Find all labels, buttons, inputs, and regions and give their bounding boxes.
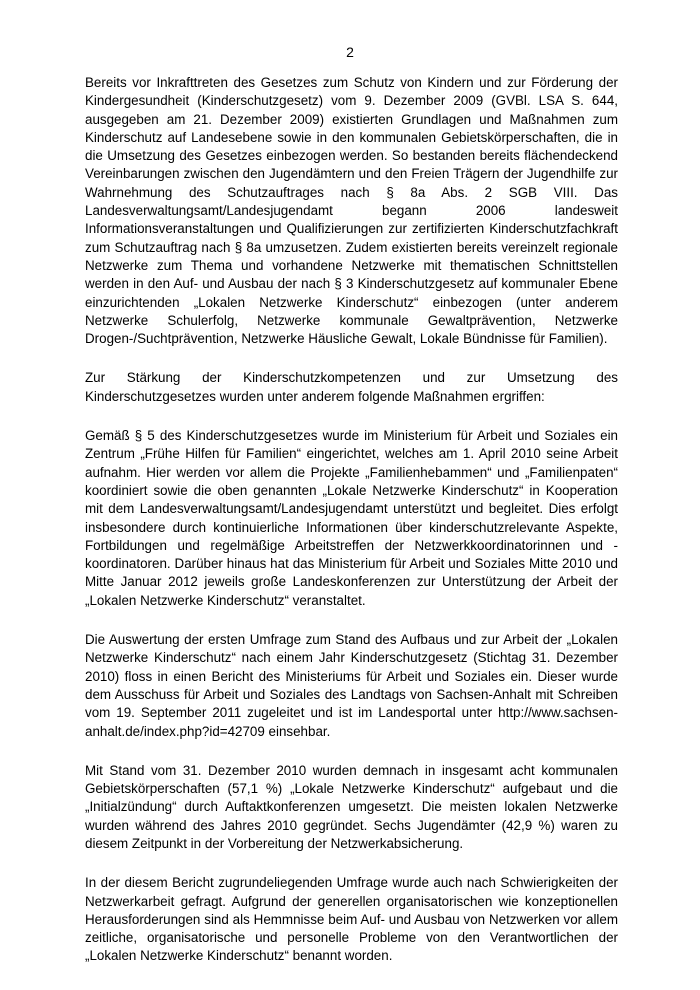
paragraph-measures-intro: Zur Stärkung der Kinderschutzkompetenzen und zur Umsetzung des Kinderschutzgesetzes wurden unter anderem folgende Maßnahmen ergriffen: xyxy=(85,370,618,404)
paragraph-difficulties: In der diesem Bericht zugrundeliegenden Umfrage wurde auch nach Schwierigkeiten der Netzwerkarbeit gefragt. Aufgrund der generellen organisatorischen wie konzeptionellen Herausforderungen sind als Hemmnisse beim Auf- und Ausbau von Netzwerken vor allem zeitliche, organisatorische und personelle Probleme von den Verantwortlichen der „Lokalen Netzwerke Kinderschutz“ benannt worden. xyxy=(85,875,618,964)
document-body xyxy=(85,74,618,987)
paragraph-network-status: Mit Stand vom 31. Dezember 2010 wurden demnach in insgesamt acht kommunalen Gebietskörperschaften (57,1 %) „Lokale Netzwerke Kinderschutz“ aufgebaut und die „Initialzündung“ durch Auftaktkonferenzen umgesetzt. Die meisten lokalen Netzwerke wurden während des Jahres 2010 gegründet. Sechs Jugendämter (42,9 %) waren zu diesem Zeitpunkt in der Vorbereitung der Netzwerkabsicherung. xyxy=(85,762,618,851)
paragraph-survey-evaluation: Die Auswertung der ersten Umfrage zum Stand des Aufbaus und zur Arbeit der „Lokalen Netzwerke Kinderschutz“ nach einem Jahr Kinderschutzgesetz (Stichtag 31. Dezember 2010) floss in einen Bericht des Ministeriums für Arbeit und Soziales ein. Dieser wurde dem Ausschuss für Arbeit und Soziales des Landtags von Sachsen-Anhalt mit Schreiben vom 19. September 2011 zugeleitet und ist im Landesportal unter http://www.sachsen-anhalt.de/index.php?id=42709 einsehbar. xyxy=(85,632,618,739)
paragraph-fruehe-hilfen: Gemäß § 5 des Kinderschutzgesetzes wurde im Ministerium für Arbeit und Soziales ein Zentrum „Frühe Hilfen für Familien“ eingerichtet, welches am 1. April 2010 seine Arbeit aufnahm. Hier werden vor allem die Projekte „Familienhebammen“ und „Familienpaten“ koordiniert sowie die oben genannten „Lokale Netzwerke Kinderschutz“ in Kooperation mit dem Landesverwaltungsamt/Landesjugendamt unterstützt und begleitet. Dies erfolgt insbesondere durch kontinuierliche Informationen über kinderschutzrelevante Aspekte, Fortbildungen und regelmäßige Arbeitstreffen der Netzwerkkoordinatorinnen und -koordinatoren. Darüber hinaus hat das Ministerium für Arbeit und Soziales Mitte 2010 und Mitte Januar 2012 jeweils große Landeskonferenzen zur Unterstützung der Arbeit der „Lokalen Netzwerke Kinderschutz“ veranstaltet. xyxy=(85,428,618,608)
paragraph-background: Bereits vor Inkrafttreten des Gesetzes zum Schutz von Kindern und zur Förderung der Kindergesundheit (Kinderschutzgesetz) vom 9. Dezember 2009 (GVBl. LSA S. 644, ausgegeben am 21. Dezember 2009) existierten Grundlagen und Maßnahmen zum Kinderschutz auf Landesebene sowie in den kommunalen Gebietskörperschaften, die in die Umsetzung des Gesetzes einbezogen werden. So bestanden bereits flächendeckend Vereinbarungen zwischen den Jugendämtern und den Freien Trägern der Jugendhilfe zur Wahrnehmung des Schutzauftrages nach § 8a Abs. 2 SGB VIII. Das Landesverwaltungsamt/Landesjugendamt begann 2006 landesweit Informationsveranstaltungen und Qualifizierungen zur zertifizierten Kinderschutzfachkraft zum Schutzauftrag nach § 8a umzusetzen. Zudem existierten bereits vereinzelt regionale Netzwerke zum Thema und vorhandene Netzwerke mit thematischen Schnittstellen werden in den Auf- und Ausbau der nach § 3 Kinderschutzgesetz auf kommunaler Ebene einzurichtenden „Lokalen Netzwerke Kinderschutz“ einbezogen (unter anderem Netzwerke Schulerfolg, Netzwerke kommunale Gewaltprävention, Netzwerke Drogen-/Suchtprävention, Netzwerke Häusliche Gewalt, Lokale Bündnisse für Familien). xyxy=(85,75,618,347)
page-number: 2 xyxy=(346,44,354,60)
